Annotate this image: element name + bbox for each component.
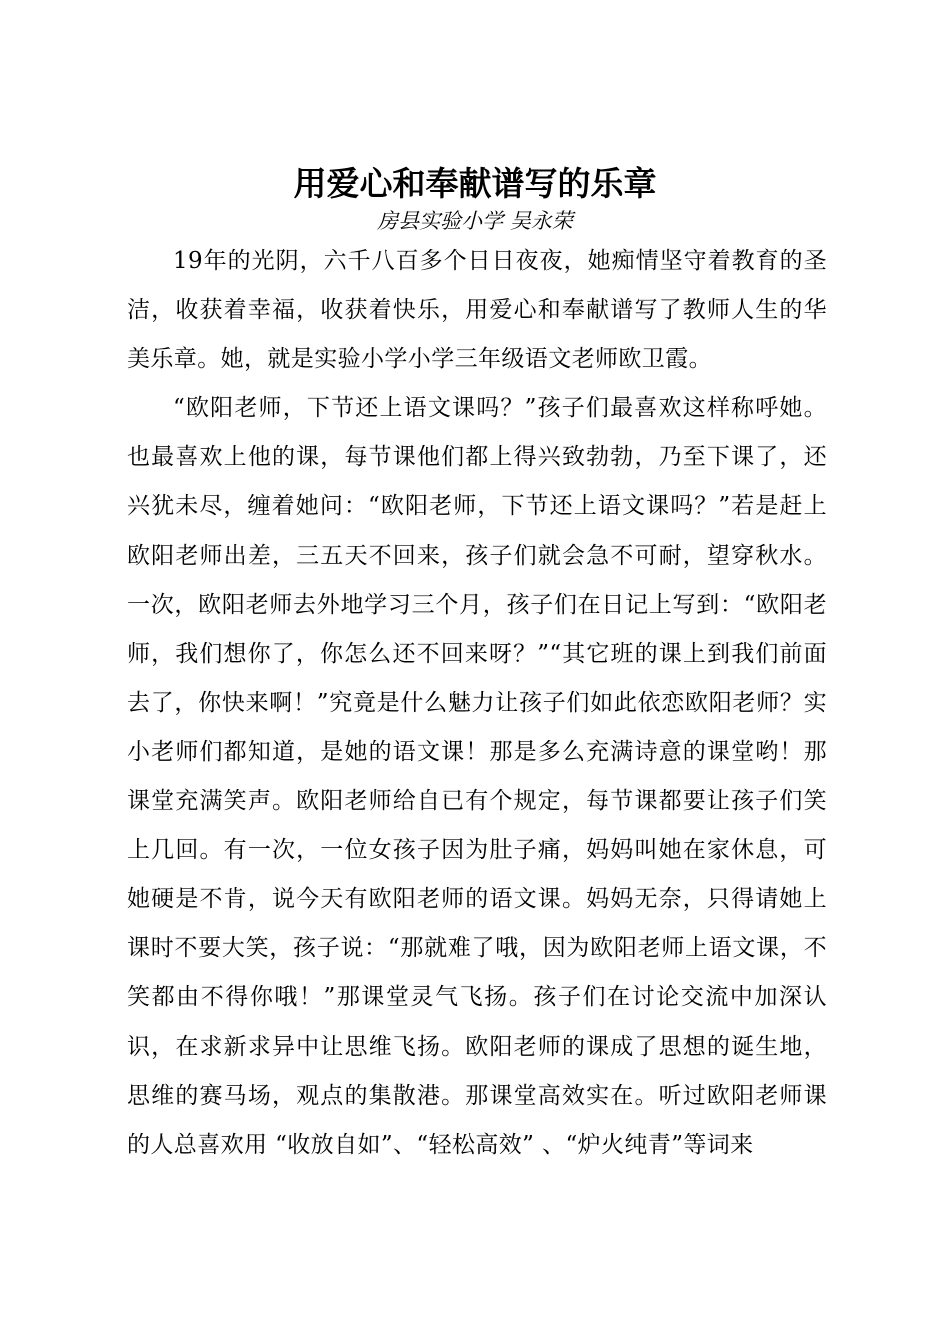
author-line: 房县实验小学 吴永荣 (377, 209, 573, 233)
article-body (127, 237, 827, 1170)
article-title: 用爱心和奉献谱写的乐章 (293, 164, 657, 203)
paragraph-1: 19年的光阴，六千八百多个日日夜夜，她痴情坚守着教育的圣洁，收获着幸福，收获着快乐，用爱心和奉献谱写了教师人生的华美乐章。她，就是实验小学小学三年级语文老师欧卫霞。 (127, 248, 827, 373)
paragraph-2: “欧阳老师，下节还上语文课吗？”孩子们最喜欢这样称呼她。也最喜欢上他的课，每节课他们都上得兴致勃勃，乃至下课了，还兴犹未尽，缠着她问：“欧阳老师，下节还上语文课吗？”若是赶上欧阳老师出差，三五天不回来，孩子们就会急不可耐，望穿秋水。一次，欧阳老师去外地学习三个月，孩子们在日记上写到：“欧阳老师，我们想你了，你怎么还不回来呀？”“其它班的课上到我们前面去了，你快来啊！”究竟是什么魅力让孩子们如此依恋欧阳老师？实小老师们都知道，是她的语文课！那是多么充满诗意的课堂哟！那课堂充满笑声。欧阳老师给自已有个规定，每节课都要让孩子们笑上几回。有一次，一位女孩子因为肚子痛，妈妈叫她在家休息，可她硬是不肯，说今天有欧阳老师的语文课。妈妈无奈，只得请她上课时不要大笑，孩子说：“那就难了哦，因为欧阳老师上语文课，不笑都由不得你哦！”那课堂灵气飞扬。孩子们在讨论交流中加深认识，在求新求异中让思维飞扬。欧阳老师的课成了思想的诞生地，思维的赛马场，观点的集散港。那课堂高效实在。听过欧阳老师课的人总喜欢用 “收放自如”、“轻松高效” 、“炉火纯青”等词来 (127, 395, 827, 1158)
